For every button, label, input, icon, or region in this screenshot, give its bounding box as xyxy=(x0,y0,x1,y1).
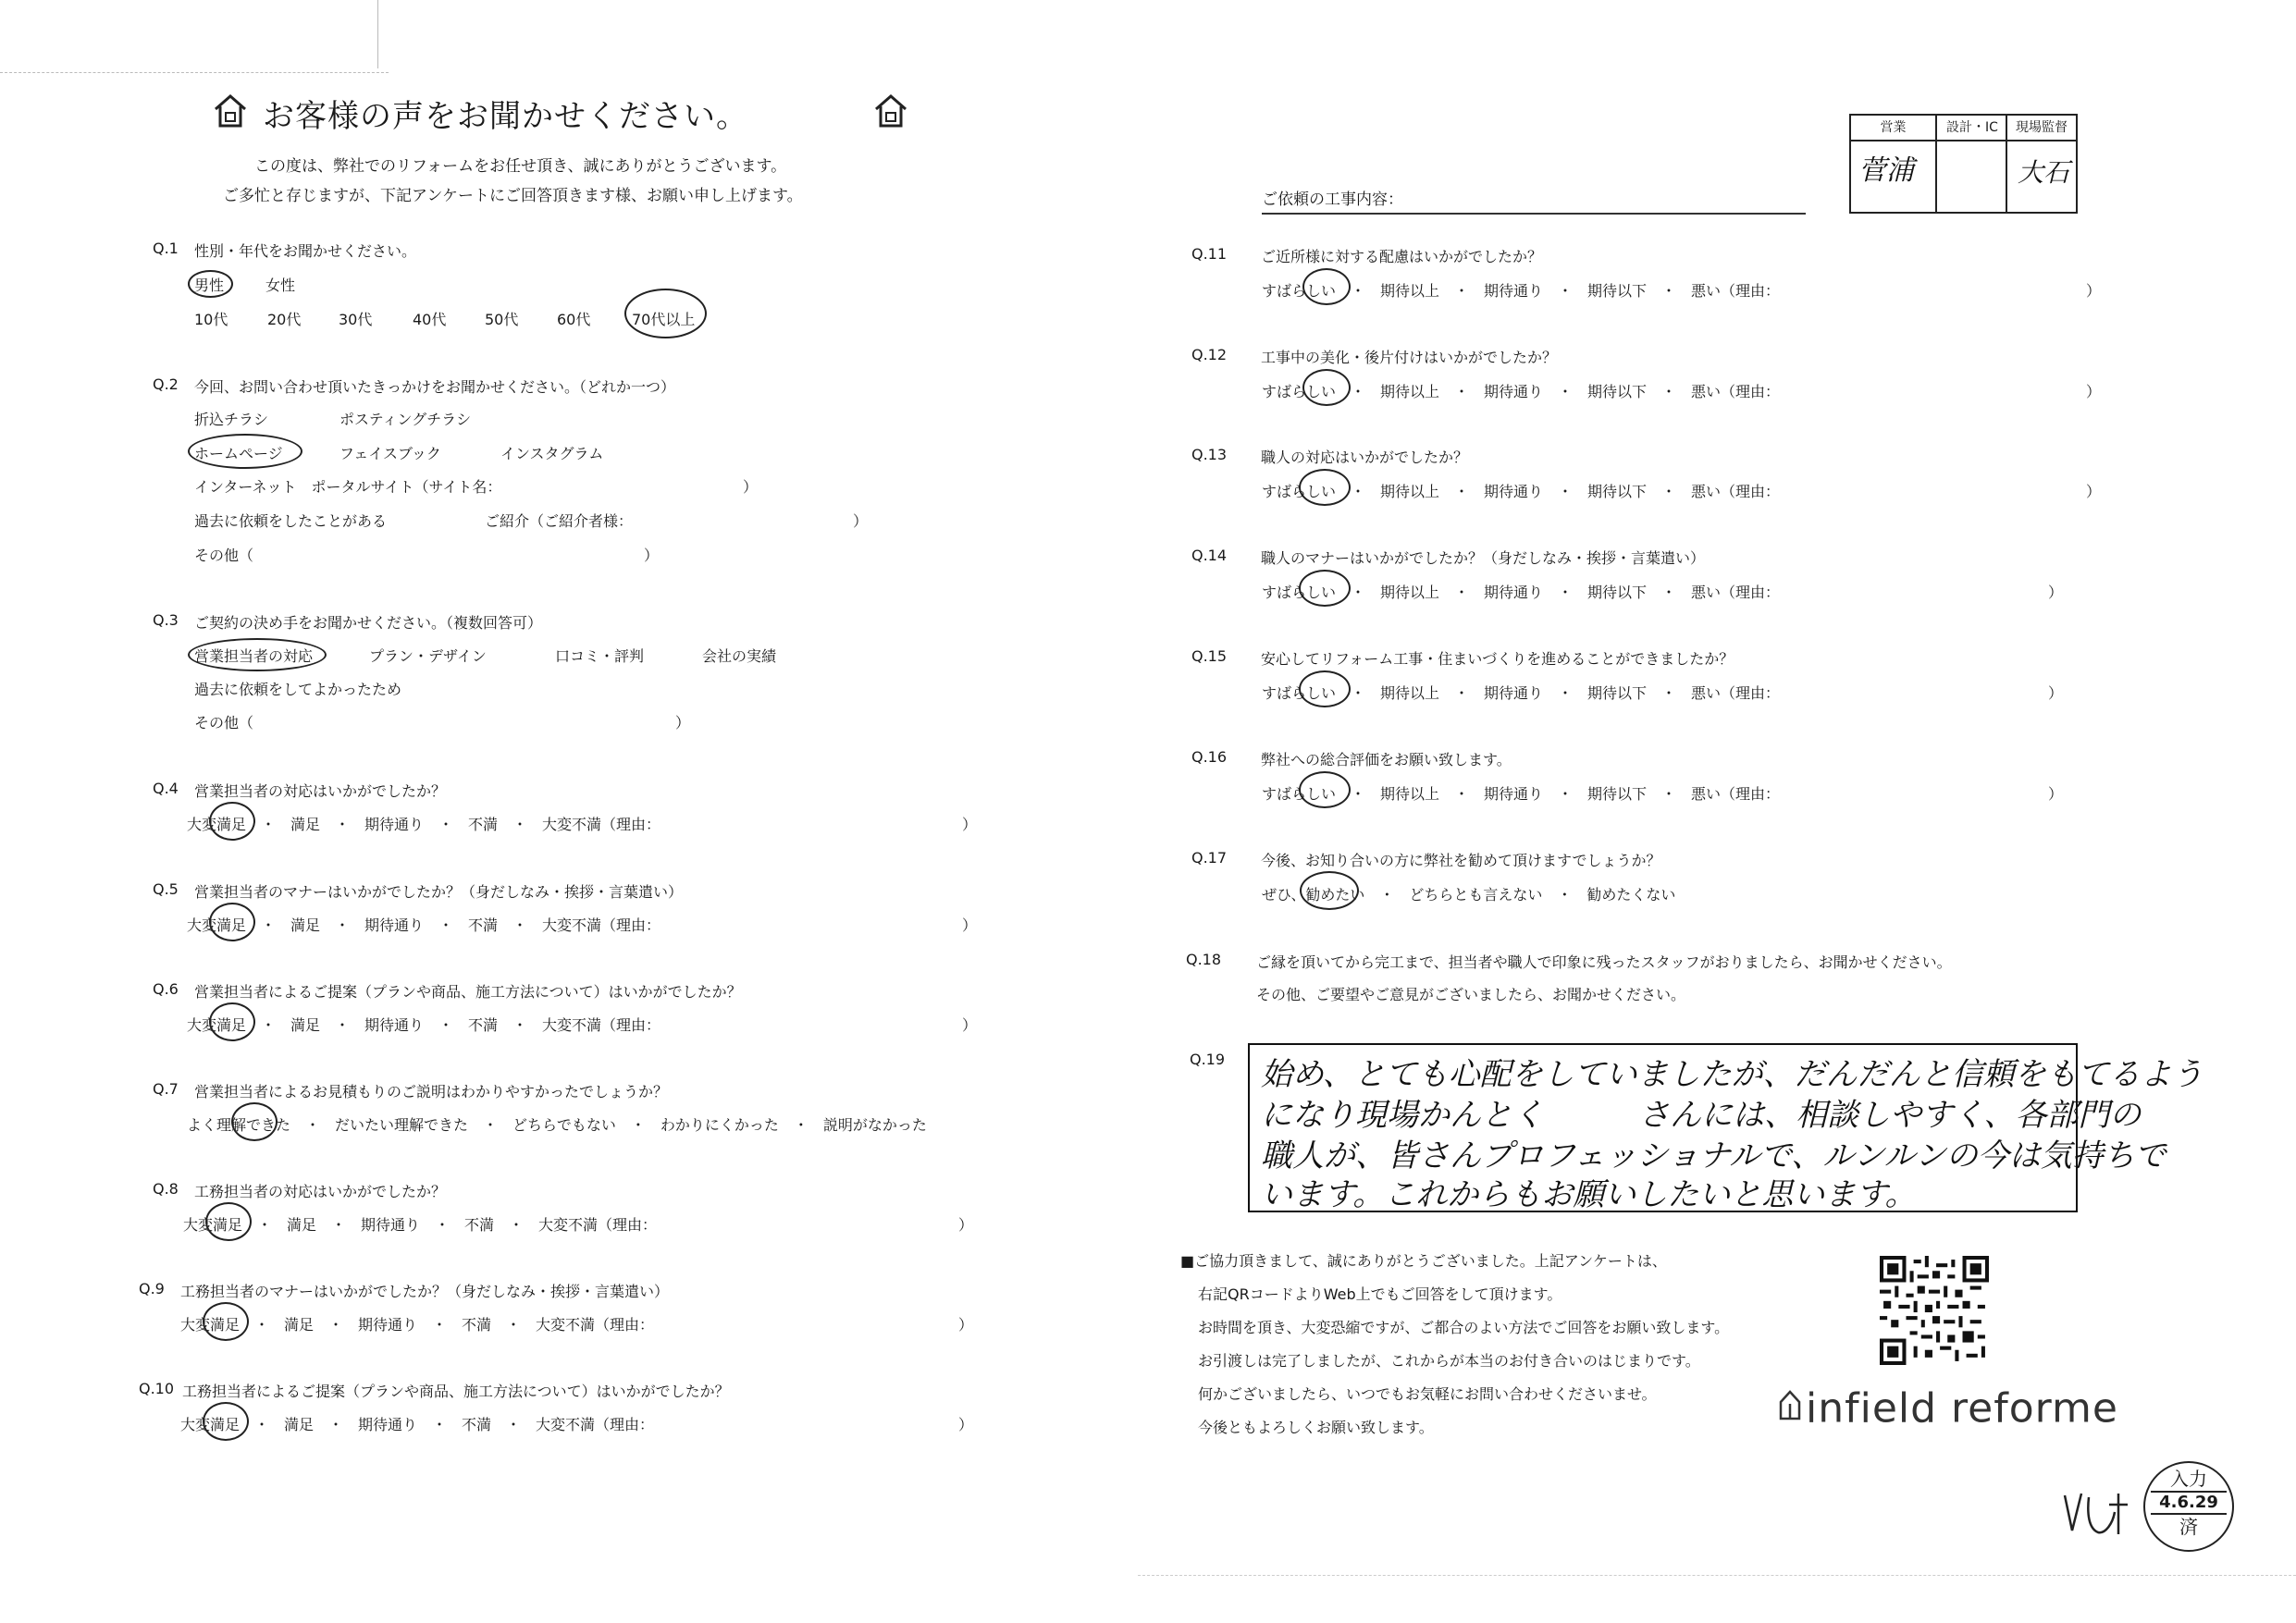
q6-answer-circle xyxy=(209,1002,255,1041)
q19-line-3: 職人が、皆さんプロフェッショナルで、ルンルンの今は気持ちで xyxy=(1261,1137,2166,1174)
staff-table xyxy=(1849,114,2078,214)
q6-text: 営業担当者によるご提案（プランや商品、施工方法について）はいかがでしたか？ xyxy=(194,983,742,1001)
q9-options[interactable]: 大変満足 ・ 満足 ・ 期待通り ・ 不満 ・ 大変不満（理由： xyxy=(180,1316,655,1334)
q13-text: 職人の対応はいかがでしたか？ xyxy=(1261,449,1469,466)
staff-col-sales: 営業 xyxy=(1851,116,1935,141)
q3-opt-track[interactable]: 会社の実績 xyxy=(702,647,777,665)
q3-opt-sales[interactable]: 営業担当者の対応 xyxy=(194,647,314,665)
request-label: ご依頼の工事内容： xyxy=(1262,191,1403,209)
q1-age-70plus[interactable]: 70代以上 xyxy=(632,311,696,328)
q8-number: Q.8 xyxy=(153,1180,179,1198)
q1-gender-male[interactable]: 男性 xyxy=(194,277,225,294)
q19-line-1: 始め、とても心配をしていましたが、だんだんと信頼をもてるよう xyxy=(1261,1056,2203,1093)
footer-line-6: 今後ともよろしくお願い致します。 xyxy=(1198,1419,1434,1436)
q15-answer-circle xyxy=(1299,670,1351,707)
q1-gender-circle xyxy=(188,270,233,298)
sales-signature: 菅浦 xyxy=(1858,154,1914,187)
q14-number: Q.14 xyxy=(1191,547,1228,564)
q19-line-2: になり現場かんとく さんには、相談しやすく、各部門の xyxy=(1261,1097,2142,1134)
q2-opt-facebook[interactable]: フェイスブック xyxy=(339,445,441,462)
q11-options[interactable]: すばらしい ・ 期待以上 ・ 期待通り ・ 期待以下 ・ 悪い（理由： xyxy=(1262,282,1781,300)
q6-number: Q.6 xyxy=(153,980,179,998)
q1-age-10[interactable]: 10代 xyxy=(194,311,228,328)
q15-options[interactable]: すばらしい ・ 期待以上 ・ 期待通り ・ 期待以下 ・ 悪い（理由： xyxy=(1262,684,1781,702)
q3-text: ご契約の決め手をお聞かせください。（複数回答可） xyxy=(194,614,543,632)
q12-answer-circle xyxy=(1302,369,1351,406)
page-divider-bottom xyxy=(1138,1575,2296,1576)
q15-text: 安心してリフォーム工事・住まいづくりを進めることができましたか？ xyxy=(1261,650,1734,668)
q16-close-paren: ） xyxy=(2048,785,2064,803)
stamp-bottom: 済 xyxy=(2179,1516,2198,1538)
q8-answer-circle xyxy=(205,1202,252,1241)
q15-close-paren: ） xyxy=(2048,684,2064,702)
q13-close-paren: ） xyxy=(2086,483,2102,500)
q12-close-paren: ） xyxy=(2086,383,2102,400)
q3-number: Q.3 xyxy=(153,611,179,629)
q10-number: Q.10 xyxy=(139,1380,175,1397)
qr-code[interactable] xyxy=(1880,1256,1989,1365)
q8-close-paren: ） xyxy=(958,1216,974,1234)
q17-number: Q.17 xyxy=(1191,849,1228,867)
footer-line-3: お時間を頂き、大変恐縮ですが、ご都合のよい方法でご回答をお願い致します。 xyxy=(1198,1319,1730,1336)
q16-answer-circle xyxy=(1299,771,1351,808)
q13-number: Q.13 xyxy=(1191,446,1228,463)
company-logo xyxy=(1778,1383,2118,1432)
input-done-stamp xyxy=(2143,1461,2234,1552)
q10-options[interactable]: 大変満足 ・ 満足 ・ 期待通り ・ 不満 ・ 大変不満（理由： xyxy=(180,1416,655,1433)
logo-text: infield reforme xyxy=(1806,1384,2118,1432)
q1-age-20[interactable]: 20代 xyxy=(267,311,302,328)
q3-opt-past[interactable]: 過去に依頼をしてよかったため xyxy=(194,681,402,698)
q16-text: 弊社への総合評価をお願い致します。 xyxy=(1261,751,1512,768)
q4-answer-circle xyxy=(209,802,255,841)
q4-options[interactable]: 大変満足 ・ 満足 ・ 期待通り ・ 不満 ・ 大変不満（理由： xyxy=(187,816,661,833)
q5-answer-circle xyxy=(209,903,255,941)
stamp-top: 入力 xyxy=(2170,1468,2207,1490)
q13-answer-circle xyxy=(1299,469,1351,506)
q1-age-40[interactable]: 40代 xyxy=(413,311,447,328)
q2-opt-other[interactable]: その他（ xyxy=(194,547,254,564)
q18-text-2: その他、ご要望やご意見がございましたら、お聞かせください。 xyxy=(1256,986,1686,1003)
q9-answer-circle xyxy=(203,1302,249,1341)
q2-opt-posting[interactable]: ポスティングチラシ xyxy=(339,411,472,428)
q3-opt-other[interactable]: その他（ xyxy=(194,714,254,732)
q2-opt-internet[interactable]: インターネット ポータルサイト（サイト名： xyxy=(194,478,502,496)
q2-opt-past[interactable]: 過去に依頼をしたことがある xyxy=(194,512,388,530)
q1-age-circle xyxy=(624,289,707,338)
house-logo-icon xyxy=(1778,1385,1802,1432)
q2-homepage-circle xyxy=(188,434,302,469)
q11-answer-circle xyxy=(1302,268,1351,305)
q17-text: 今後、お知り合いの方に弊社を勧めて頂けますでしょうか？ xyxy=(1261,852,1661,869)
stamp-date: 4.6.29 xyxy=(2151,1491,2227,1515)
q2-text: 今回、お問い合わせ頂いたきっかけをお聞かせください。（どれか一つ） xyxy=(194,378,676,396)
q4-text: 営業担当者の対応はいかがでしたか？ xyxy=(194,782,447,800)
q2-opt-referral[interactable]: ご紹介（ご紹介者様： xyxy=(485,512,634,530)
page-divider-left xyxy=(0,72,389,73)
staff-col-supervisor: 現場監督 xyxy=(2007,116,2076,141)
q12-text: 工事中の美化・後片付けはいかがでしたか？ xyxy=(1261,349,1558,366)
q5-text: 営業担当者のマナーはいかがでしたか？（身だしなみ・挨拶・言葉遣い） xyxy=(194,883,684,901)
intro-line-1: この度は、弊社でのリフォームをお任せ頂き、誠にありがとうございます。 xyxy=(254,157,787,176)
q15-number: Q.15 xyxy=(1191,647,1228,665)
q8-options[interactable]: 大変満足 ・ 満足 ・ 期待通り ・ 不満 ・ 大変不満（理由： xyxy=(183,1216,658,1234)
q5-close-paren: ） xyxy=(962,916,978,934)
supervisor-signature: 大石 xyxy=(2018,157,2070,188)
q11-number: Q.11 xyxy=(1191,245,1228,263)
q5-options[interactable]: 大変満足 ・ 満足 ・ 期待通り ・ 不満 ・ 大変不満（理由： xyxy=(187,916,661,934)
q4-close-paren: ） xyxy=(962,816,978,833)
q19-line-4: います。これからもお願いしたいと思います。 xyxy=(1261,1176,1917,1213)
q14-close-paren: ） xyxy=(2048,584,2064,601)
q1-age-60[interactable]: 60代 xyxy=(557,311,591,328)
footer-line-5: 何かございましたら、いつでもお気軽にお問い合わせくださいませ。 xyxy=(1198,1385,1657,1403)
q7-answer-circle xyxy=(231,1102,278,1141)
q9-text: 工務担当者のマナーはいかがでしたか？（身だしなみ・挨拶・言葉遣い） xyxy=(180,1283,670,1300)
q16-number: Q.16 xyxy=(1191,748,1228,766)
q2-opt-homepage[interactable]: ホームページ xyxy=(194,445,283,462)
q16-options[interactable]: すばらしい ・ 期待以上 ・ 期待通り ・ 期待以下 ・ 悪い（理由： xyxy=(1262,785,1781,803)
q10-answer-circle xyxy=(203,1402,249,1441)
footer-line-2: 右記QRコードよりWeb上でもご回答をして頂けます。 xyxy=(1198,1285,1562,1303)
q3-sales-circle xyxy=(188,638,327,671)
q1-text: 性別・年代をお聞かせください。 xyxy=(194,242,417,260)
q2-opt-instagram[interactable]: インスタグラム xyxy=(500,445,604,462)
q1-number: Q.1 xyxy=(153,240,179,257)
request-underline xyxy=(1262,213,1806,215)
q6-options[interactable]: 大変満足 ・ 満足 ・ 期待通り ・ 不満 ・ 大変不満（理由： xyxy=(187,1016,661,1034)
q18-text-1: ご縁を頂いてから完工まで、担当者や職人で印象に残ったスタッフがおりましたら、お聞かせください。 xyxy=(1256,953,1952,971)
q17-options[interactable]: ぜひ、勧めたい ・ どちらとも言えない ・ 勧めたくない xyxy=(1262,886,1676,904)
q9-number: Q.9 xyxy=(139,1280,165,1297)
intro-line-2: ご多忙と存じますが、下記アンケートにご回答頂きます様、お願い申し上げます。 xyxy=(223,187,803,205)
q14-answer-circle xyxy=(1299,570,1351,607)
q19-number: Q.19 xyxy=(1190,1051,1226,1068)
page-title: お客様の声をお聞かせください。 xyxy=(263,98,748,135)
q1-age-30[interactable]: 30代 xyxy=(339,311,373,328)
q7-text: 営業担当者によるお見積もりのご説明はわかりやすかったでしょうか？ xyxy=(194,1083,669,1100)
q2-internet-paren: ） xyxy=(743,478,759,496)
q14-text: 職人のマナーはいかがでしたか？（身だしなみ・挨拶・言葉遣い） xyxy=(1261,549,1706,567)
q2-opt-flyer[interactable]: 折込チラシ xyxy=(194,411,269,428)
home-icon-right xyxy=(873,92,908,133)
q17-answer-circle xyxy=(1300,871,1359,910)
q4-number: Q.4 xyxy=(153,780,179,797)
q3-opt-review[interactable]: 口コミ・評判 xyxy=(555,647,645,665)
q2-referral-paren: ） xyxy=(853,512,869,530)
q14-options[interactable]: すばらしい ・ 期待以上 ・ 期待通り ・ 期待以下 ・ 悪い（理由： xyxy=(1262,584,1781,601)
footer-line-4: お引渡しは完了しましたが、これからが本当のお付き合いのはじまりです。 xyxy=(1198,1352,1700,1370)
staff-col-design: 設計・IC xyxy=(1937,116,2007,141)
q2-number: Q.2 xyxy=(153,375,179,393)
home-icon-left xyxy=(213,92,248,133)
q5-number: Q.5 xyxy=(153,880,179,898)
q3-other-paren: ） xyxy=(675,714,691,732)
q10-close-paren: ） xyxy=(958,1416,974,1433)
q11-text: ご近所様に対する配慮はいかがでしたか？ xyxy=(1261,248,1543,265)
q3-opt-plan[interactable]: プラン・デザイン xyxy=(369,647,487,665)
q6-close-paren: ） xyxy=(962,1016,978,1034)
q11-close-paren: ） xyxy=(2086,282,2102,300)
handwritten-initials xyxy=(2061,1486,2131,1547)
q7-options[interactable]: よく理解できた ・ だいたい理解できた ・ どちらでもない ・ わかりにくかった ・ 説明がなかった xyxy=(187,1116,927,1134)
q7-number: Q.7 xyxy=(153,1080,179,1098)
q1-age-50[interactable]: 50代 xyxy=(485,311,519,328)
q1-gender-female[interactable]: 女性 xyxy=(265,277,296,294)
footer-line-1: ■ご協力頂きまして、誠にありがとうございました。上記アンケートは、 xyxy=(1180,1252,1667,1270)
q19-comment-box[interactable] xyxy=(1248,1043,2203,1213)
q13-options[interactable]: すばらしい ・ 期待以上 ・ 期待通り ・ 期待以下 ・ 悪い（理由： xyxy=(1262,483,1781,500)
q9-close-paren: ） xyxy=(958,1316,974,1334)
q8-text: 工務担当者の対応はいかがでしたか？ xyxy=(194,1183,447,1200)
fold-line xyxy=(377,0,378,68)
q10-text: 工務担当者によるご提案（プランや商品、施工方法について）はいかがでしたか？ xyxy=(182,1383,730,1400)
q12-options[interactable]: すばらしい ・ 期待以上 ・ 期待通り ・ 期待以下 ・ 悪い（理由： xyxy=(1262,383,1781,400)
q12-number: Q.12 xyxy=(1191,346,1228,363)
q2-other-paren: ） xyxy=(644,547,660,564)
q18-number: Q.18 xyxy=(1186,951,1222,968)
